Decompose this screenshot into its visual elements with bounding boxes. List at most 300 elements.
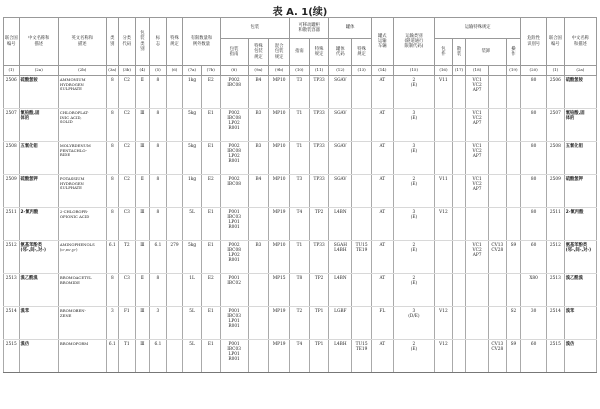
header-special-provisions: 特殊 规定 [166,18,183,66]
cell-transport-category: 2 (E) [393,76,434,109]
cell-transport-category: 2 (E) [393,274,434,307]
cell-vehicle: AT [371,142,393,175]
header-portable-tanks: 可移动罐柜 和散装容器 [290,18,329,39]
cell-transport-category: 2 (E) [393,340,434,373]
cell-special-provision [166,175,183,208]
cell-special-provision [166,142,183,175]
cell-st-loading-2 [489,307,507,340]
table-row [4,340,597,373]
cell-special-provision [166,109,183,142]
cell-packing-instruction: P002 IBC08 LP02 R001 [220,142,248,175]
header-tanks: 罐体 [329,18,371,39]
cell-hazard-id: 80 [521,208,547,241]
cell-st-loading: VC1 VC2 AP7 [466,109,489,142]
cell-cn-name-2: 氯铂酸,固 体的 [564,109,596,142]
cell-un-no: 2514 [4,307,20,340]
cell-cn-name-2: 2-氯丙酸 [564,208,596,241]
cell-un-no: 2509 [4,175,20,208]
cell-label: 6.1 [150,340,167,373]
cell-st-packages [435,241,453,274]
cell-tank-special [352,76,372,109]
cell-excepted-quantity: E1 [201,208,220,241]
cell-special-packing: B3 [248,109,269,142]
cell-st-operation [506,274,521,307]
cell-cn-name: 氨基苯酚类 (邻-,间-,对-) [19,241,58,274]
header-mixed-packing: 混合 包装 规定 [269,39,290,66]
cell-st-loading-2 [489,274,507,307]
header-packaging: 包装 [220,18,289,39]
cell-st-loading [466,208,489,241]
cell-classification-code: F1 [119,307,136,340]
cell-excepted-quantity: E1 [201,241,220,274]
cell-classification-code: T1 [119,340,136,373]
cell-vehicle: AT [371,76,393,109]
cell-class: 8 [106,208,118,241]
table-row [4,274,597,307]
cell-pt-special: TP33 [309,76,329,109]
column-number: (18) [466,66,489,76]
cell-st-operation [506,175,521,208]
cell-st-loading [466,340,489,373]
cell-packing-group: Ⅱ [135,274,150,307]
cell-st-bulk [452,142,465,175]
cell-special-provision: 279 [166,241,183,274]
header-en-name: 英文名称和 描述 [58,18,106,66]
column-number: (4) [135,66,150,76]
cell-pt-special: TP2 [309,208,329,241]
cell-cn-name: 硫酸氢钾 [19,175,58,208]
cell-classification-code: C2 [119,175,136,208]
cell-pt-instruction: T4 [290,208,310,241]
table-row [4,175,597,208]
cell-limited-quantity: 5kg [183,109,202,142]
cell-transport-category: 3 (D/E) [393,307,434,340]
cell-st-bulk [452,208,465,241]
cell-special-packing [248,340,269,373]
dangerous-goods-table [3,17,597,373]
cell-tank-code: SGAV [329,175,352,208]
cell-en-name: AMMONIUM HYDROGEN SULPHATE [58,76,106,109]
cell-limited-quantity: 5L [183,340,202,373]
table-row [4,109,597,142]
cell-cn-name: 五氯化钼 [19,142,58,175]
cell-hazard-id: 60 [521,241,547,274]
cell-special-provision [166,307,183,340]
cell-pt-instruction: T1 [290,142,310,175]
cell-st-loading-2 [489,109,507,142]
column-number: (2a) [19,66,58,76]
table-row [4,307,597,340]
cell-pt-special: TP1 [309,307,329,340]
cell-st-loading: VC1 VC2 AP7 [466,142,489,175]
cell-label: 8 [150,109,167,142]
cell-packing-instruction: P001 IBC03 LP01 R001 [220,340,248,373]
header-limited-excepted: 有限数量和 例外数量 [183,18,220,66]
cell-pt-instruction: T1 [290,241,310,274]
cell-vehicle: AT [371,175,393,208]
cell-pt-special: TP2 [309,274,329,307]
column-number: (1) [547,66,565,76]
cell-pt-instruction: T1 [290,109,310,142]
cell-special-provision [166,208,183,241]
cell-special-provision [166,274,183,307]
column-number: (19) [506,66,521,76]
cell-cn-name-2: 溴仿 [564,340,596,373]
cell-st-packages: V12 [435,208,453,241]
cell-st-loading: VC1 VC2 AP7 [466,175,489,208]
cell-pt-special: TP1 [309,340,329,373]
cell-label: 8 [150,208,167,241]
cell-pt-special: TP33 [309,142,329,175]
cell-class: 8 [106,109,118,142]
cell-transport-category: 2 (E) [393,175,434,208]
cell-st-bulk [452,109,465,142]
cell-mixed-packing: MP10 [269,142,290,175]
cell-cn-name: 溴乙酰溴 [19,274,58,307]
column-number: (5) [150,66,167,76]
cell-tank-special: TU15 TE19 [352,241,372,274]
column-number: (3a) [106,66,118,76]
cell-limited-quantity: 5kg [183,241,202,274]
cell-tank-code: L4BN [329,208,352,241]
cell-un-no: 2513 [4,274,20,307]
cell-class: 3 [106,307,118,340]
cell-pt-instruction: T3 [290,76,310,109]
cell-st-operation [506,76,521,109]
cell-special-provision [166,340,183,373]
cell-en-name: 2-CHLOROPR- OPIONIC ACID [58,208,106,241]
cell-un-no: 2512 [4,241,20,274]
cell-class: 6.1 [106,340,118,373]
cell-st-operation: S9 [506,340,521,373]
header-special-packing: 特殊 包装 规定 [248,39,269,66]
cell-st-operation [506,142,521,175]
column-number-spacer [489,66,507,76]
header-tank-code: 罐体 代码 [329,39,352,66]
table-title: 表 A. 1(续) [272,7,328,18]
cell-classification-code: C2 [119,76,136,109]
cell-special-packing: B4 [248,175,269,208]
column-number: (7a) [183,66,202,76]
cell-st-packages: V12 [435,307,453,340]
cell-un-no-2: 2512 [547,241,565,274]
cell-st-loading: VC1 VC2 AP7 [466,76,489,109]
cell-un-no: 2507 [4,109,20,142]
cell-en-name: CHLOROPLAT- INIC ACID, SOLID [58,109,106,142]
header-vehicle: 罐式 运输 车辆 [371,18,393,66]
header-packing-group: 包 装 类 别 [135,18,150,66]
cell-limited-quantity: 1L [183,274,202,307]
table-row [4,142,597,175]
cell-label: 8 [150,274,167,307]
header-class: 类 别 [106,18,118,66]
cell-un-no: 2515 [4,340,20,373]
cell-hazard-id: 80 [521,175,547,208]
table-body [4,76,597,373]
cell-hazard-id: 60 [521,340,547,373]
cell-un-no-2: 2514 [547,307,565,340]
cell-cn-name-2: 五氯化钼 [564,142,596,175]
cell-un-no-2: 2515 [547,340,565,373]
cell-st-loading-2 [489,76,507,109]
cell-cn-name-2: 硫酸氢铵 [564,76,596,109]
cell-pt-instruction: T2 [290,307,310,340]
header-hazard-id: 危险性 识别号 [521,18,547,66]
cell-limited-quantity: 1kg [183,175,202,208]
cell-excepted-quantity: E2 [201,76,220,109]
cell-st-operation: S9 [506,241,521,274]
cell-tank-code: SGAV [329,109,352,142]
cell-cn-name-2: 溴乙酰溴 [564,274,596,307]
cell-un-no-2: 2506 [547,76,565,109]
cell-classification-code: T2 [119,241,136,274]
cell-label: 8 [150,142,167,175]
cell-packing-group: Ⅲ [135,109,150,142]
cell-limited-quantity: 5L [183,307,202,340]
cell-class: 8 [106,175,118,208]
cell-tank-code: L4BH [329,340,352,373]
cell-un-no-2: 2509 [547,175,565,208]
cell-pt-special: TP33 [309,175,329,208]
header-st-bulk: 散 装 [452,39,465,66]
header-st-packages: 包 件 [435,39,453,66]
cell-class: 8 [106,142,118,175]
header-special-transport: 运输特殊规定 [435,18,521,39]
cell-st-loading-2: CV13 CV28 [489,340,507,373]
cell-label: 3 [150,307,167,340]
cell-st-bulk [452,274,465,307]
cell-un-no: 2508 [4,142,20,175]
cell-st-loading: VC1 VC2 AP7 [466,241,489,274]
cell-packing-instruction: P001 IBC03 LP01 R001 [220,208,248,241]
cell-label: 6.1 [150,241,167,274]
cell-excepted-quantity: E2 [201,274,220,307]
header-tank-special: 特殊 规定 [352,39,372,66]
cell-hazard-id: X80 [521,274,547,307]
cell-vehicle: FL [371,307,393,340]
cell-mixed-packing: MP10 [269,109,290,142]
column-number: (6) [166,66,183,76]
cell-cn-name: 氯铂酸,固 体的 [19,109,58,142]
cell-st-loading-2: CV13 CV28 [489,241,507,274]
cell-un-no-2: 2511 [547,208,565,241]
table-row [4,76,597,109]
cell-st-operation [506,109,521,142]
cell-transport-category: 2 (E) [393,241,434,274]
cell-mixed-packing: MP10 [269,76,290,109]
cell-cn-name-2: 溴苯 [564,307,596,340]
cell-tank-code: LGBF [329,307,352,340]
cell-en-name: BROMOFORM [58,340,106,373]
column-number: (2a) [564,66,596,76]
cell-st-bulk [452,241,465,274]
column-number: (9b) [269,66,290,76]
column-number: (13) [352,66,372,76]
header-pt-instructions: 指南 [290,39,310,66]
cell-mixed-packing: MP19 [269,340,290,373]
cell-hazard-id: 30 [521,307,547,340]
cell-packing-group: Ⅲ [135,208,150,241]
cell-st-bulk [452,307,465,340]
column-number: (2b) [58,66,106,76]
header-st-loading: 装卸 [466,39,506,66]
cell-mixed-packing: MP10 [269,241,290,274]
cell-st-packages: V12 [435,340,453,373]
cell-hazard-id: 80 [521,76,547,109]
column-number: (1) [4,66,20,76]
column-number: (11) [309,66,329,76]
cell-vehicle: AT [371,241,393,274]
cell-pt-special: TP33 [309,241,329,274]
cell-tank-special [352,109,372,142]
header-un-no: 联合国 编号 [4,18,20,66]
cell-tank-special [352,208,372,241]
cell-tank-code: SGAV [329,142,352,175]
cell-cn-name: 溴苯 [19,307,58,340]
cell-st-operation: S2 [506,307,521,340]
cell-st-loading [466,307,489,340]
cell-tank-special [352,175,372,208]
cell-mixed-packing: MP15 [269,274,290,307]
cell-packing-instruction: P002 IBC08 LP02 R001 [220,241,248,274]
cell-packing-group: Ⅱ [135,175,150,208]
cell-st-packages: V11 [435,175,453,208]
cell-st-loading-2 [489,208,507,241]
column-number: (16) [435,66,453,76]
cell-class: 8 [106,76,118,109]
cell-pt-instruction: T3 [290,175,310,208]
cell-packing-group: Ⅱ [135,76,150,109]
cell-vehicle: AT [371,274,393,307]
cell-transport-category: 3 (E) [393,109,434,142]
cell-cn-name: 溴仿 [19,340,58,373]
header-st-operation: 操 作 [506,39,521,66]
cell-special-packing: B4 [248,76,269,109]
cell-classification-code: C3 [119,208,136,241]
cell-special-packing: B3 [248,241,269,274]
cell-limited-quantity: 5L [183,208,202,241]
cell-tank-special: TU15 TE19 [352,340,372,373]
cell-cn-name: 2-氯丙酸 [19,208,58,241]
cell-tank-code: SGAH L4BH [329,241,352,274]
cell-un-no-2: 2508 [547,142,565,175]
cell-mixed-packing: MP19 [269,208,290,241]
cell-packing-instruction: P002 IBC08 [220,76,248,109]
cell-special-provision [166,76,183,109]
cell-special-packing [248,274,269,307]
header-classification-code: 分类 代码 [119,18,136,66]
cell-vehicle: AT [371,109,393,142]
cell-tank-code: L4BN [329,274,352,307]
cell-excepted-quantity: E2 [201,175,220,208]
cell-cn-name: 硫酸氢铵 [19,76,58,109]
cell-label: 8 [150,175,167,208]
cell-excepted-quantity: E1 [201,109,220,142]
column-number: (20) [521,66,547,76]
cell-special-packing: B3 [248,142,269,175]
cell-un-no-2: 2507 [547,109,565,142]
cell-tank-code: SGAV [329,76,352,109]
cell-transport-category: 3 (E) [393,142,434,175]
cell-st-loading-2 [489,175,507,208]
cell-cn-name-2: 氨基苯酚类 (邻-,间-,对-) [564,241,596,274]
cell-packing-instruction: P002 IBC08 LP02 R001 [220,109,248,142]
header-cn-name-2: 中文名称 和描述 [564,18,596,66]
cell-st-loading-2 [489,142,507,175]
cell-en-name: BROMOACETYL BROMIDE [58,274,106,307]
cell-tank-special [352,307,372,340]
cell-transport-category: 3 (E) [393,208,434,241]
cell-st-operation [506,208,521,241]
cell-classification-code: C3 [119,274,136,307]
cell-packing-instruction: P001 IBC02 [220,274,248,307]
cell-classification-code: C2 [119,109,136,142]
cell-st-packages [435,142,453,175]
table-row [4,208,597,241]
cell-tank-special [352,142,372,175]
cell-special-packing [248,307,269,340]
cell-mixed-packing: MP10 [269,175,290,208]
cell-st-bulk [452,175,465,208]
cell-hazard-id: 80 [521,142,547,175]
cell-en-name: BROMOBEN- ZENE [58,307,106,340]
cell-classification-code: C2 [119,142,136,175]
cell-class: 8 [106,274,118,307]
column-number: (9a) [248,66,269,76]
header-un-no-2: 联合国 编号 [547,18,565,66]
cell-packing-instruction: P002 IBC08 [220,175,248,208]
cell-st-loading [466,274,489,307]
header-pt-special: 特殊 规定 [309,39,329,66]
column-number-row [4,66,597,76]
header-labels: 标 志 [150,18,167,66]
cell-special-packing [248,208,269,241]
header-packing-instructions: 包装 指南 [220,39,248,66]
column-number: (14) [371,66,393,76]
cell-packing-group: Ⅲ [135,340,150,373]
cell-st-bulk [452,76,465,109]
cell-tank-special [352,274,372,307]
cell-un-no: 2506 [4,76,20,109]
table-row [4,241,597,274]
cell-pt-instruction: T4 [290,340,310,373]
cell-packing-group: Ⅲ [135,307,150,340]
cell-un-no-2: 2513 [547,274,565,307]
cell-pt-special: TP33 [309,109,329,142]
cell-st-packages: V11 [435,76,453,109]
column-number: (17) [452,66,465,76]
cell-mixed-packing: MP19 [269,307,290,340]
cell-label: 8 [150,76,167,109]
column-number: (15) [393,66,434,76]
cell-packing-instruction: P001 IBC03 LP01 R001 [220,307,248,340]
column-number: (3b) [119,66,136,76]
cell-hazard-id: 80 [521,109,547,142]
cell-excepted-quantity: E1 [201,307,220,340]
cell-st-packages [435,274,453,307]
cell-cn-name-2: 硫酸氢钾 [564,175,596,208]
cell-st-bulk [452,340,465,373]
cell-un-no: 2511 [4,208,20,241]
cell-st-packages [435,109,453,142]
cell-excepted-quantity: E1 [201,340,220,373]
column-number: (10) [290,66,310,76]
cell-pt-instruction: T8 [290,274,310,307]
column-number: (7b) [201,66,220,76]
cell-en-name: AMINOPHENOLS (o-,m-,p-) [58,241,106,274]
cell-class: 6.1 [106,241,118,274]
cell-en-name: POTASSIUM HYDROGEN SULPHATE [58,175,106,208]
